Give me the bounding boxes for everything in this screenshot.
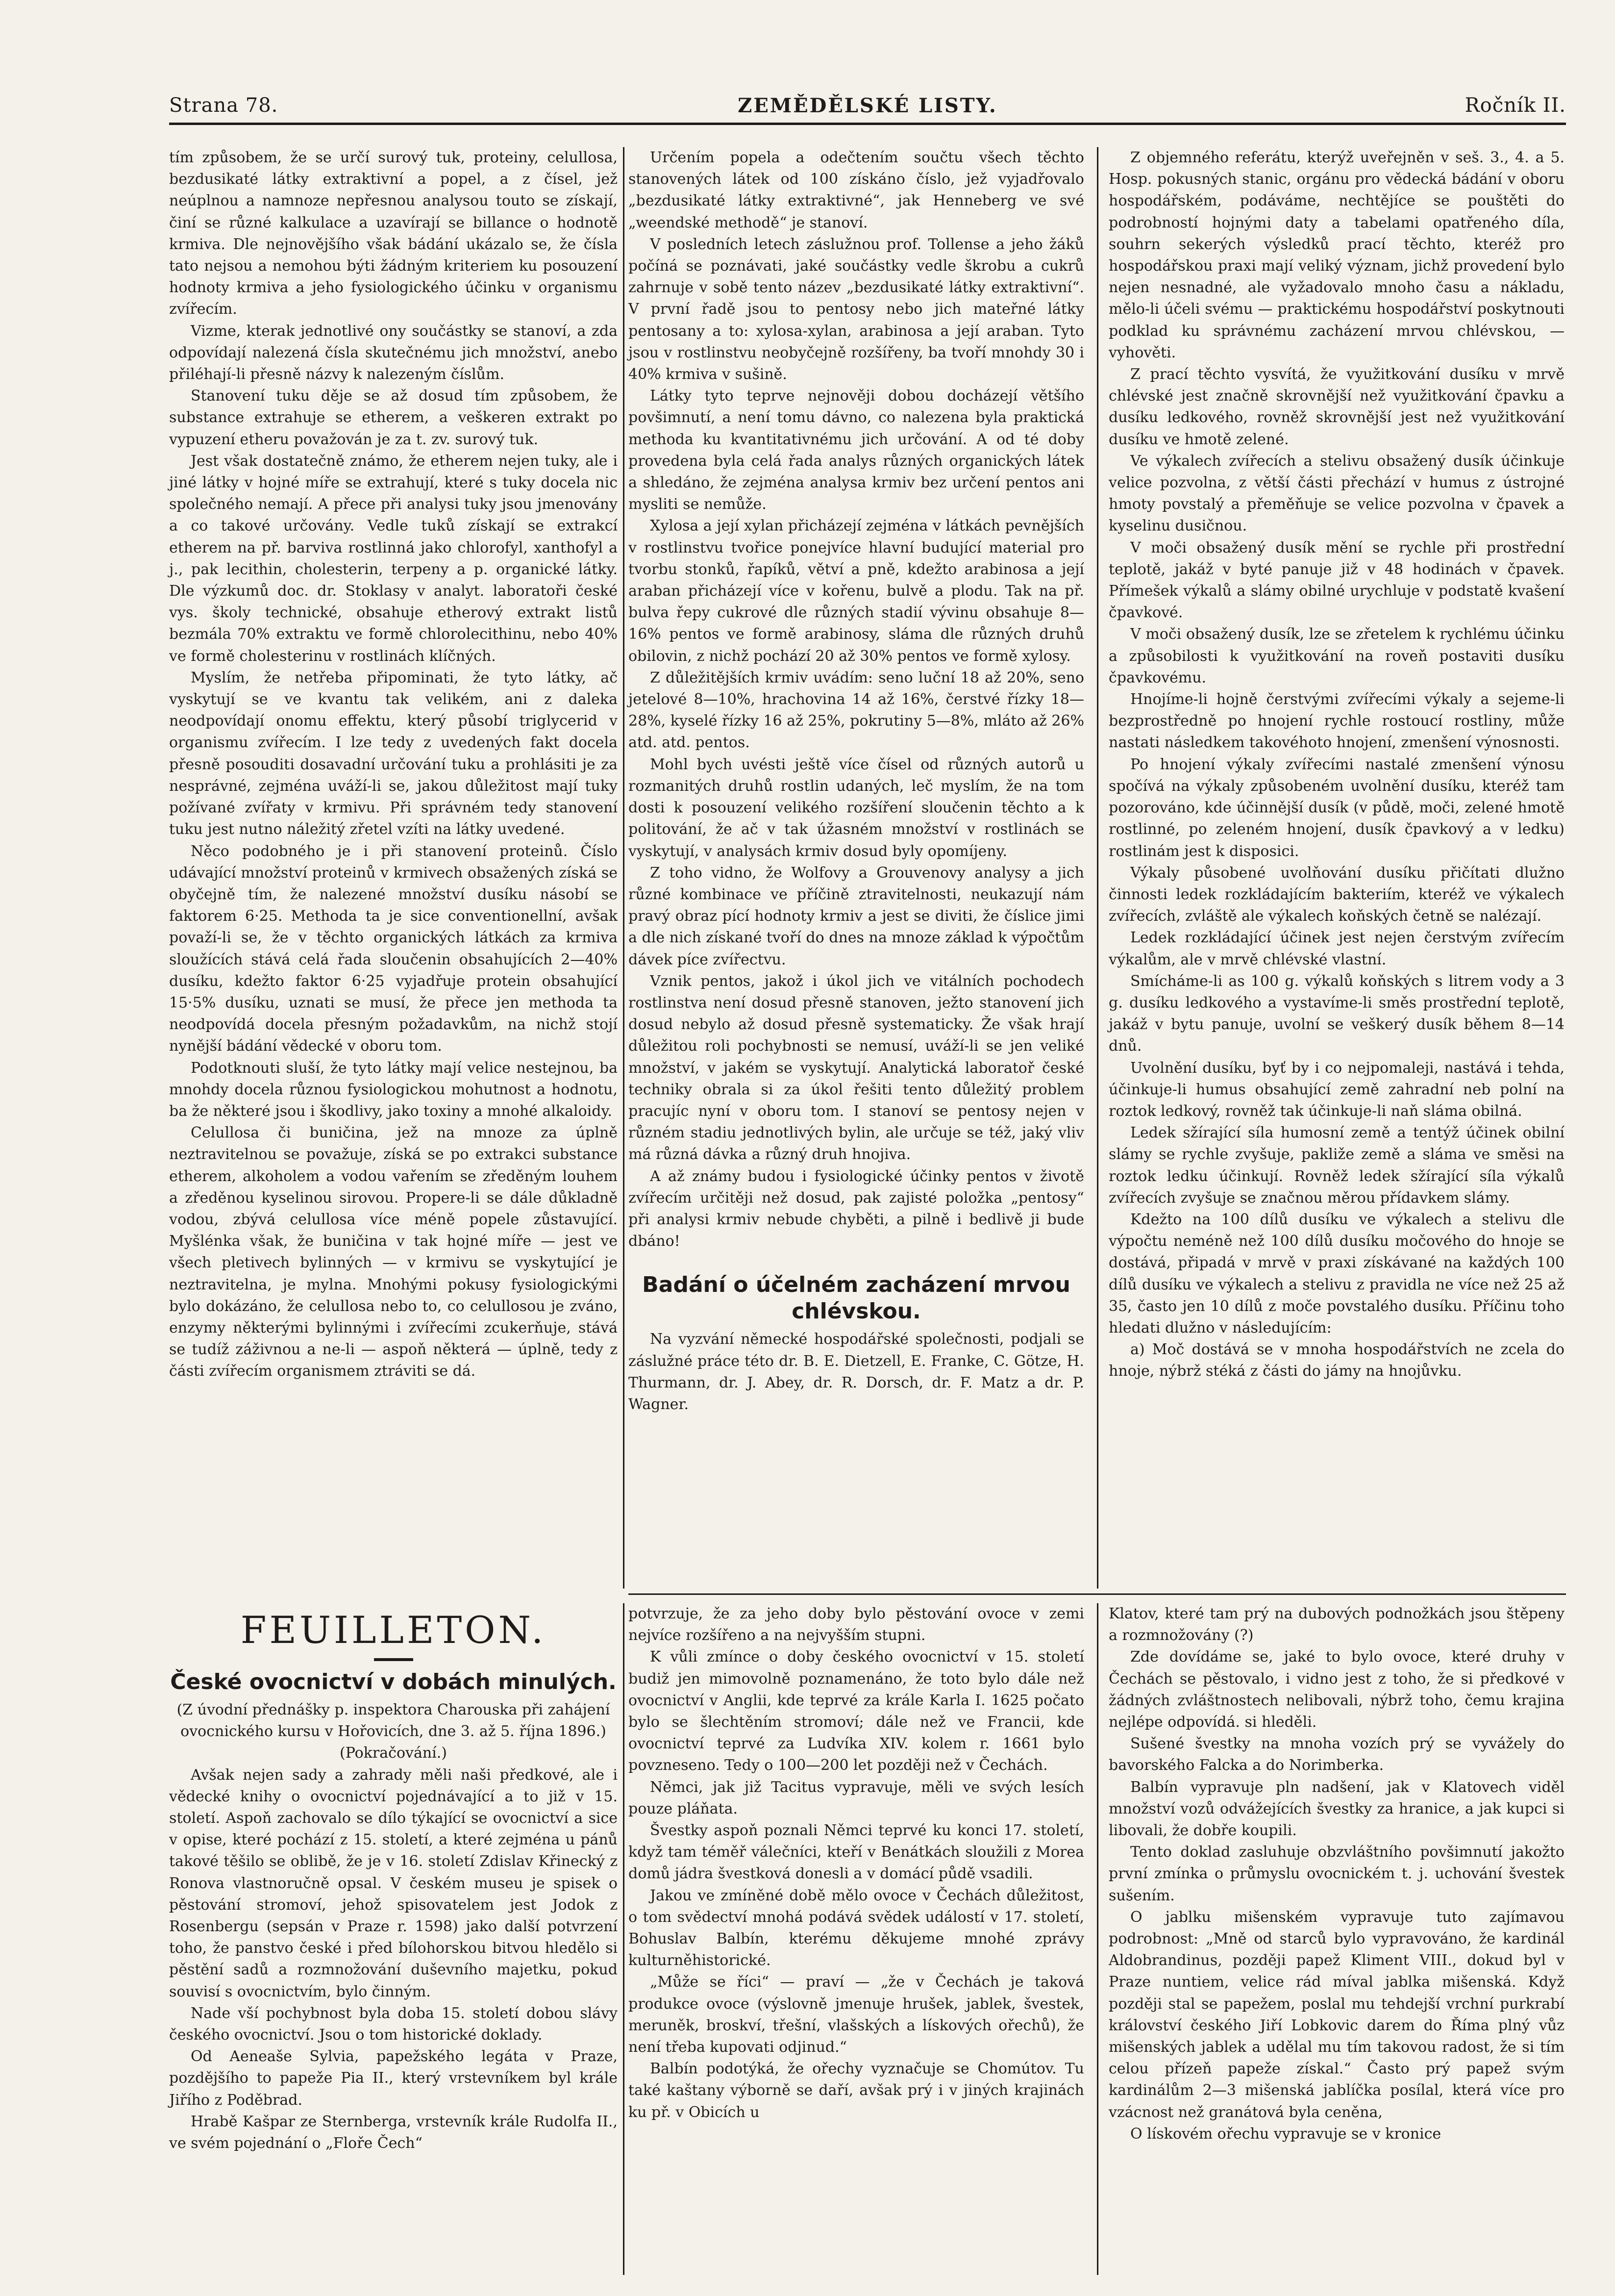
article-title: Badání o účelném zacházení mrvou chlévskou.	[642, 1272, 1070, 1324]
paragraph: Klatov, které tam prý na dubových podnožkách jsou štěpeny a rozmnožovány (?)	[1109, 1605, 1565, 1644]
paragraph: Jakou ve zmíněné době mělo ovoce v Čechách důležitost, o tom svědectví mnohá podává svědek událostí v 17. století, Bohuslav Balbín, kterému děkujeme mnohé zprávy kulturněhistorické.	[628, 1887, 1084, 1969]
paragraph: O lískovém ořechu vypravuje se v kronice	[1130, 2125, 1441, 2143]
paragraph: Z objemného referátu, kterýž uveřejněn v seš. 3., 4. a 5. Hosp. pokusných stanic, orgánu pro vědecká bádání v oboru hospodářském, podáváme, nechtějíce se pouštěti do podrobností hojnými daty a tabelami opatřeného díla, souhrn sekerých výsledků prací těchto, kteréž pro hospodářskou praxi mají veliký význam, jichž provedení bylo nejen nesnadné, ale vyžadovalo mnoho času a nákladu, mělo-li účeli svému — praktickému hospodářství poskytnouti podklad ku správnému zacházení mrvou chlévskou, — vyhověti.	[1109, 149, 1565, 361]
paragraph: Sušené švestky na mnoha vozích prý se vyvážely do bavorského Falcka a do Norimberka.	[1109, 1735, 1565, 1774]
newspaper-title: ZEMĚDĚLSKÉ LISTY.	[738, 94, 997, 117]
paragraph: Švestky aspoň poznali Němci teprvé ku konci 17. století, když tam téměř válečníci, kteří v Benátkách sloužili z Morea domů jádra švestková donesli a v domácí půdě vsadili.	[628, 1822, 1084, 1883]
paragraph: Jest však dostatečně známo, že etherem nejen tuky, ale i jiné látky v hojné míře se extrahují, které s tuky docela nic společného nemají. A přece při analysi tuky jsou jmenovány a co takové určovány. Vedle tuků získají se extrakcí etherem na př. barviva rostlinná jako chlorofyl, xanthofyl a j., pak lecithin, cholesterin, terpeny a p. organické látky. Dle výzkumů doc. dr. Stoklasy v analyt. laboratoři české vys. školy technické, obsahuje etherový extrakt listů bezmála 70% extraktu ve formě chlorolecithinu, nebo 40% ve formě cholesterinu v rostlinách klíčných.	[169, 452, 618, 665]
paragraph: Mohl bych uvésti ještě více čísel od různých autorů u rozmanitých druhů rostlin udaných, leč myslím, že na tom dosti k posouzení velikého rozšíření sloučenin těchto a k politování, že ač v tak úžasném množství v rostlinách se vyskytují, v analysách krmiv dosud byly opomíjeny.	[628, 756, 1084, 860]
paragraph: a) Moč dostává se v mnoha hospodářstvích ne zcela do hnoje, nýbrž stéká z části do jámy na hnojůvku.	[1109, 1341, 1565, 1380]
column-divider	[1097, 147, 1098, 1589]
paragraph: Určením popela a odečtením součtu všech těchto stanovených látek od 100 získáno číslo, jež vyjadřovalo „bezdusikaté látky extraktivné“, jak Henneberg ve své „weendské methodě“ je stanoví.	[628, 149, 1084, 231]
paragraph: Z prací těchto vysvítá, že využitkování dusíku v mrvě chlévské jest značně skrovnější než využitkování čpavku a dusíku ledkového, rovněž skrovnější jest než využitkování dusíku ve hmotě zelené.	[1109, 366, 1565, 448]
paragraph: Zde dovídáme se, jaké to bylo ovoce, které druhy v Čechách se pěstovalo, i vidno jest z toho, že si předkové v žádných zvláštnostech nelibovali, nýbrž toho, čemu krajina nejlépe odpovídá. si hleděli.	[1109, 1648, 1565, 1731]
paragraph: Hnojíme-li hojně čerstvými zvířecími výkaly a sejeme-li bezprostředně po hnojení rychle rostoucí rostliny, může nastati následkem takovéhoto hnojení, zmenšení výnosnosti.	[1109, 691, 1565, 752]
feuilleton-column-3	[1109, 1603, 1565, 2145]
paragraph: Ve výkalech zvířecích a stelivu obsažený dusík účinkuje velice pozvolna, z větší části přechází v humus z ústrojné hmoty povstalý a přeměňuje se velice pozvolna v čpavek a kyselinu dusičnou.	[1109, 452, 1565, 535]
paragraph: Podotknouti sluší, že tyto látky mají velice nestejnou, ba mnohdy docela různou fysiologickou mohutnost a hodnotu, ba že některé jsou i škodlivy, jako toxiny a mnohé alkaloidy.	[169, 1059, 618, 1120]
paragraph: Balbín vypravuje pln nadšení, jak v Klatovech viděl množství vozů odvážejících švestky za hranice, a jak kupci si libovali, že dobře koupili.	[1109, 1778, 1565, 1840]
paragraph: Němci, jak již Tacitus vypravuje, měli ve svých lesích pouze pláňata.	[628, 1778, 1084, 1817]
paragraph: K vůli zmínce o doby českého ovocnictví v 15. století budiž jen mimovolně poznamenáno, že toto bylo dále než ovocnictví v Anglii, kde teprvé za krále Karla I. 1625 počato bylo se šlechtěním stromoví; dále než ve Francii, kde ovocnictví teprvé za Ludvíka XIV. kolem r. 1661 bylo povzneseno. Tedy o 100—200 let později než v Čechách.	[628, 1648, 1084, 1774]
paragraph: Xylosa a její xylan přicházejí zejména v látkách pevnějších v rostlinstvu tvořice ponejvíce hlavní budující material pro tvorbu stonků, řapíků, větví a pně, kdežto arabinosa a její araban přicházejí více v kořenu, bulvě a plodu. Tak na př. bulva řepy cukrové dle různých stadií vývinu obsahuje 8—16% pentos ve formě arabinosy, sláma dle různých druhů obilovin, z nichž pochází 20 až 30% pentos ve formě xylosy.	[628, 517, 1084, 665]
column-3	[1109, 147, 1565, 1383]
continuation-note: (Pokračování.)	[340, 1744, 447, 1762]
paragraph: Vizme, kterak jednotlivé ony součástky se stanoví, a zda odpovídají nalezená čísla skutečnému jich množství, anebo přiléhají-li přesně názvy k nalezeným číslům.	[169, 322, 618, 383]
paragraph: Ledek sžírající síla humosní země a tentýž účinek obilní slámy se rychle zvyšuje, pakliže země a sláma ve směsi na roztok ledku účinkují. Rovněž ledek sžírající síla výkalů zvířecích zvyšuje se značnou měrou přídavkem slámy.	[1109, 1124, 1565, 1207]
page-header	[169, 94, 1566, 124]
paragraph: Balbín podotýká, že ořechy vyznačuje se Chomútov. Tu také kaštany výborně se daří, avšak prý i v jiných krajinách ku př. v Obicích u	[628, 2060, 1084, 2121]
page-number: Strana 78.	[169, 94, 278, 117]
paragraph: Stanovení tuku děje se až dosud tím způsobem, že substance extrahuje se etherem, a veškeren extrakt po vypuzení etheru považován je za t. zv. surový tuk.	[169, 387, 618, 448]
column-1	[169, 147, 618, 1383]
paragraph: Výkaly působené uvolňování dusíku přičítati dlužno činnosti ledek rozkládajícím bakteriím, kteréž ve výkalech zvířecích, zvláště ale výkalech koňských četně se nalézají.	[1109, 864, 1565, 925]
feuilleton-column-2	[628, 1603, 1084, 2123]
column-divider	[1097, 1603, 1098, 2275]
header-rule	[169, 123, 1566, 125]
paragraph: Hrabě Kašpar ze Sternberga, vrstevník krále Rudolfa II., ve svém pojednání o „Floře Čech“	[169, 2113, 618, 2152]
column-2	[628, 147, 1084, 1415]
paragraph: potvrzuje, že za jeho doby bylo pěstování ovoce v zemi nejvíce rozšířeno a na nejvyšším stupni.	[628, 1605, 1084, 1644]
paragraph: A až známy budou i fysiologické účinky pentos v životě zvířecím určitěji než dosud, pak zajisté položka „pentosy“ při analysi krmiv nebude chyběti, a pilně i bedlivě ji bude dbáno!	[628, 1167, 1084, 1250]
paragraph: Tento doklad zasluhuje obzvláštního povšimnutí jakožto první zmínka o průmyslu ovocnickém t. j. uchování švestek sušením.	[1109, 1843, 1565, 1904]
paragraph: tím způsobem, že se určí surový tuk, proteiny, celullosa, bezdusikaté látky extraktivní a popel, a z čísel, jež neúplnou a namnoze nepřesnou analysou touto se získají, činí se různé kalkulace a uzavírají se billance o hodnotě krmiva. Dle nejnovějšího však bádání ukázalo se, že čísla tato nejsou a nemohou býti žádným kriteriem ku posouzení hodnoty krmiva a jeho fysiologického účinku v organismu zvířecím.	[169, 149, 618, 318]
feuilleton-column-1	[169, 1608, 618, 2154]
paragraph: Avšak nejen sady a zahrady měli naši předkové, ale i vědecké knihy o ovocnictví pojednávající a to již v 15. století. Aspoň zachovalo se dílo týkající se ovocnictví a sice v opise, které pochází z 15. století, a které zejména u pánů takové těšilo se oblibě, že je v 16. století Zdislav Křinecký z Ronova vlastnoručně opsal. V českém museu je spisek o pěstování stromoví, jehož spisovatelem jest Jodok z Rosenbergu (sepsán v Praze r. 1598) jako další potvrzení toho, že panstvo české i před bílohorskou bitvou hledělo si pěstění sadů a rozmnožování duševního majetku, pokud souvisí s ovocnictvím, bylo činným.	[169, 1766, 618, 2000]
feuilleton-title: České ovocnictví v dobách minulých.	[170, 1669, 617, 1694]
paragraph: Na vyzvání německé hospodářské společnosti, podjali se záslužné práce této dr. B. E. Dietzell, E. Franke, C. Götze, H. Thurmann, dr. J. Abey, dr. R. Dorsch, dr. F. Matz a dr. P. Wagner.	[628, 1331, 1084, 1413]
paragraph: Z toho vidno, že Wolfovy a Grouvenovy analysy a jich různé kombinace ve příčině ztravitelnosti, neukazují nám pravý obraz pící hodnoty krmiv a jest se diviti, že číslice jimi a dle nich získané tvoří do dnes na mnoze základ k výpočtům dávek píce zvířectvu.	[628, 864, 1084, 968]
paragraph: V moči obsažený dusík, lze se zřetelem k rychlému účinku a způsobilosti k využitkování na roveň postaviti dusíku čpavkovému.	[1109, 626, 1565, 686]
paragraph: Po hnojení výkaly zvířecími nastalé zmenšení výnosu spočívá na výkaly způsobeném uvolnění dusíku, kteréž tam pozorováno, kde účinnější dusík (v půdě, moči, zelené hmotě rostlinné, po zeleném hnojení, dusík čpavkový a v ledku) rostlinám jest k disposici.	[1109, 756, 1565, 860]
paragraph: Celullosa či buničina, jež na mnoze za úplně neztravitelnou se považuje, získá se po extrakci substance etherem, alkoholem a vodou vařením se zředěným louhem a zředěnou kyselinou sirovou. Propere-li se dále důkladně vodou, zbývá celullosa více méně popele zůstavující. Myšlénka však, že buničina v tak hojné míře — jest ve všech pletivech bylinných — v krmivu se vyskytující je neztravitelna, je mylna. Mnohými pokusy fysiologickými bylo dokázáno, že celullosa nebo to, co celullosou je zváno, enzymy některými bylinnými i zvířecími zcukerňuje, stává se tudíž záživnou a ne-li — aspoň některá — úplně, tedy z části zvířecím organismem ztráviti se dá.	[169, 1124, 618, 1380]
paragraph: „Může se říci“ — praví — „že v Čechách je taková produkce ovoce (výslovně jmenuje hrušek, jablek, švestek, meruněk, broskví, třešní, vlašských a lískových ořechů), že není třeba kupovati odjinud.“	[628, 1973, 1084, 2056]
paragraph: Látky tyto teprve nejnověji dobou docházejí většího povšimnutí, a není tomu dávno, co nalezena byla praktická methoda ku kvantitativnému jich určování. A od té doby provedena byla celá řada analys různých organických látek a shledáno, že zejména analysa krmiv bez určení pentos ani mysliti se nemůže.	[628, 387, 1084, 513]
feuilleton-rule	[628, 1593, 1566, 1595]
paragraph: Myslím, že netřeba připominati, že tyto látky, ač vyskytují se ve kvantu tak velikém, ani z daleka neodpovídají onomu effektu, který působí triglycerid v organismu zvířecím. I lze tedy z uvedených fakt docela přesně posouditi dosavadní určování tuku a prohlásiti je za nesprávné, zejména uváží-li se, jakou důležitost mají tuky požívané zvířaty v krmivu. Při správném tedy stanovení tuku jest nutno náležitý zřetel vzíti na látky uvedené.	[169, 669, 618, 838]
volume-number: Ročník II.	[1465, 94, 1566, 117]
paragraph: Z důležitějších krmiv uvádím: seno luční 18 až 20%, seno jetelové 8—10%, hrachovina 14 až 16%, čerstvé řízky 18—28%, kyselé řízky 16 až 25%, pokrutiny 5—8%, mláto až 26% atd. atd. pentos.	[628, 669, 1084, 752]
paragraph: V moči obsažený dusík mění se rychle při prostřední teplotě, jakáž v byté panuje již v 48 hodinách v čpavek. Přímešek výkalů a slámy obilné urychluje v podstatě kvašení čpavkové.	[1109, 539, 1565, 622]
paragraph: Smícháme-li as 100 g. výkalů koňských s litrem vody a 3 g. dusíku ledkového a vystavíme-li směs prostřední teplotě, jakáž v bytu panuje, uvolní se veškerý dusík během 8—14 dnů.	[1109, 972, 1565, 1055]
column-divider	[623, 147, 624, 1589]
paragraph: Ledek rozkládající účinek jest nejen čerstvým zvířecím výkalům, ale v mrvě chlévské vlastní.	[1109, 929, 1565, 968]
paragraph: O jablku mišenském vypravuje tuto zajímavou podrobnost: „Mně od starců bylo vypravováno, že kardinál Aldobrandinus, později papež Kliment VIII., dokud byl v Praze nuntiem, velice rád míval jablka mišenská. Když později stal se papežem, poslal mu tehdejší vrchní purkrabí království českého Jiří Lobkovic darem do Říma plný vůz mišenských jablek a udělal mu tím takovou radost, že si tím celou přízeň papeže získal.“ Často prý papež svým kardinálům 2—3 mišenská jablíčka posílal, která více pro vzácnost než granátová byla ceněna,	[1109, 1908, 1565, 2121]
paragraph: Kdežto na 100 dílů dusíku ve výkalech a stelivu dle výpočtu neméně než 100 dílů dusíku močového do hnoje se dostává, připadá v mrvě v praxi získávané na každých 100 dílů dusíku ve výkalech a stelivu z pravidla ne více než 25 až 35, často jen 10 dílů z moče povstalého dusíku. Příčinu toho hledati dlužno v následujícím:	[1109, 1211, 1565, 1337]
paragraph: Nade vší pochybnost byla doba 15. století dobou slávy českého ovocnictví. Jsou o tom historické doklady.	[169, 2004, 618, 2044]
column-divider	[623, 1603, 624, 2275]
heading-rule	[374, 1658, 413, 1661]
paragraph: Uvolnění dusíku, byť by i co nejpomaleji, nastává i tehda, účinkuje-li humus obsahující země zahradní neb polní na roztok ledkový, rovněž tak účinkuje-li naň sláma obilná.	[1109, 1059, 1565, 1120]
paragraph: Od Aeneaše Sylvia, papežského legáta v Praze, pozdějšího to papeže Pia II., který vrstevníkem byl krále Jiřího z Poděbrad.	[169, 2048, 618, 2109]
paragraph: Vznik pentos, jakož i úkol jich ve vitálních pochodech rostlinstva není dosud přesně stanoven, ježto stanovení jich dosud nebylo až dosud přesně systematicky. Že však hrají důležitou roli pochybnosti se nemusí, uváží-li se jen veliké množství, v jakém se vyskytují. Analytická laboratoř české techniky obrala si za úkol řešiti tento důležitý problem pracujíc nyní v oboru tom. I stanoví se pentosy nejen v různém stadiu jednotlivých bylin, ale určuje se též, jaký vliv má různá dávka a různý druh hnojiva.	[628, 972, 1084, 1163]
paragraph: Něco podobného je i při stanovení proteinů. Číslo udávající množství proteinů v krmivech obsažených získá se obyčejně tím, že nalezené množství dusíku násobí se faktorem 6·25. Methoda ta je sice conventionellní, avšak považí-li se, že v těchto organických látkách za krmiva sloužících stává celá řada sloučenin obsahujících 2—40% dusíku, kdežto faktor 6·25 vyjadřuje protein obsahující 15·5% dusíku, uznati se musí, že přece jen methoda ta neodpovídá docela přesným požadavkům, na nichž stojí nynější bádání vědecké v oboru tom.	[169, 842, 618, 1055]
feuilleton-subtitle: (Z úvodní přednášky p. inspektora Charouska při zahájení ovocnického kursu v Hořovicích, dne 3. až 5. října 1896.)	[176, 1701, 610, 1741]
paragraph: V posledních letech záslužnou prof. Tollense a jeho žáků počíná se poznávati, jaké součástky vedle škrobu a cukrů zahrnuje v sobě tento název „bezdusikaté látky extraktivní“. V první řadě jsou to pentosy nebo jich mateřné látky pentosany a to: xylosa-xylan, arabinosa a její araban. Tyto jsou v rostlinstvu neobyčejně rozšířeny, ba tvoří mnohdy 30 i 40% krmiva v sušině.	[628, 235, 1084, 383]
feuilleton-heading: FEUILLETON.	[240, 1608, 547, 1652]
